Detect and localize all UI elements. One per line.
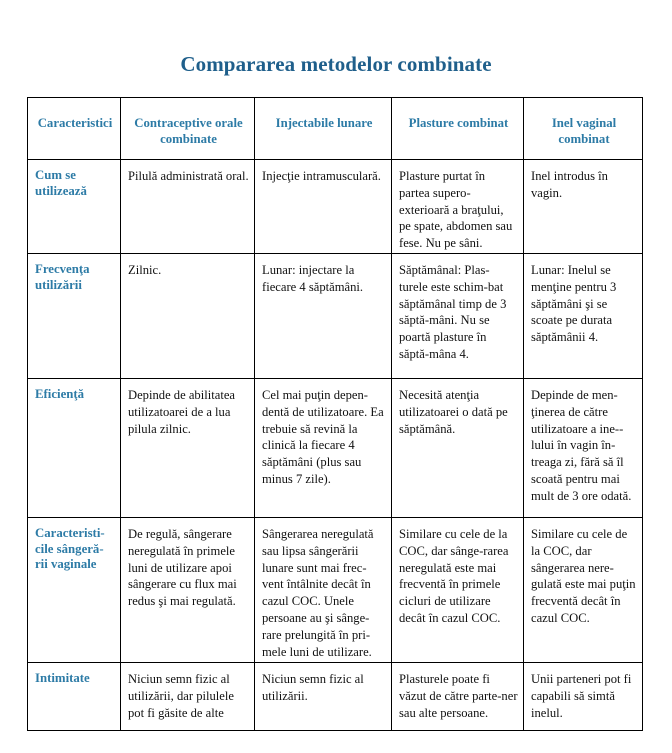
table-cell: Depinde de abilitatea utilizatoarei de a lua pilula zilnic. [121,379,255,518]
table-cell: Niciun semn fizic al utilizării, dar pilulele pot fi găsite de alte [121,663,255,731]
table-cell: Plasture purtat în partea supero-exterioară a braţului, pe spate, abdomen sau fese. Nu pe sâni. [392,160,524,254]
table-cell: Sângerarea neregulată sau lipsa sângerării lunare sunt mai frec-vent întâlnite decât în cazul COC. Unele persoane au şi sânge-rare prelungită în pri-mele luni de utilizare. [255,518,392,663]
column-header-characteristics: Caracteristici [28,98,121,160]
row-header: Caracteristi-cile sângeră-rii vaginale [28,518,121,663]
table-cell: De regulă, sângerare neregulată în primele luni de utilizare apoi sângerare cu flux mai redus şi mai regulată. [121,518,255,663]
table-cell: Necesită atenţia utilizatoarei o dată pe săptămână. [392,379,524,518]
table-row [28,254,643,379]
table-cell: Lunar: Inelul se menţine pentru 3 săptămâni şi se scoate pe durata săptămânii 4. [524,254,643,379]
column-header-combined-patch: Plasture combinat [392,98,524,160]
table-cell: Injecţie intramusculară. [255,160,392,254]
table-cell: Săptămânal: Plas-turele este schim-bat săptămânal timp de 3 săptă-mâni. Nu se poartă plasture în săptă-mâna 4. [392,254,524,379]
table-cell: Similare cu cele de la COC, dar sânge-rarea neregulată este mai frecventă în primele cicluri de utilizare decât în cazul COC. [392,518,524,663]
table-cell: Unii parteneri pot fi capabili să simtă inelul. [524,663,643,731]
comparison-table [27,97,643,731]
table-cell: Inel introdus în vagin. [524,160,643,254]
row-header: Frecvenţa utilizării [28,254,121,379]
table-header-row [28,98,643,160]
column-header-monthly-injectables: Injectabile lunare [255,98,392,160]
table-row [28,379,643,518]
table-cell: Niciun semn fizic al utilizării. [255,663,392,731]
table-cell: Pilulă administrată oral. [121,160,255,254]
page-title: Compararea metodelor combinate [180,52,492,76]
column-header-oral-contraceptives: Contraceptive orale combinate [121,98,255,160]
row-header: Cum se utilizează [28,160,121,254]
column-header-vaginal-ring: Inel vaginal combinat [524,98,643,160]
row-header: Eficienţă [28,379,121,518]
table-cell: Plasturele poate fi văzut de către parte-ner sau alte persoane. [392,663,524,731]
row-header: Intimitate [28,663,121,731]
table-cell: Zilnic. [121,254,255,379]
table-row [28,663,643,731]
table-row [28,160,643,254]
table-cell: Depinde de men-ţinerea de către utilizatoare a ine--lului în vagin în-treaga zi, fără să îl scoată pentru mai mult de 3 ore odată. [524,379,643,518]
table-cell: Similare cu cele de la COC, dar sângerarea nere-gulată este mai puţin frecventă decât în cazul COC. [524,518,643,663]
table-row [28,518,643,663]
table-cell: Cel mai puţin depen-dentă de utilizatoare. Ea trebuie să revină la clinică la fiecare 4 săptămâni (plus sau minus 7 zile). [255,379,392,518]
table-cell: Lunar: injectare la fiecare 4 săptămâni. [255,254,392,379]
